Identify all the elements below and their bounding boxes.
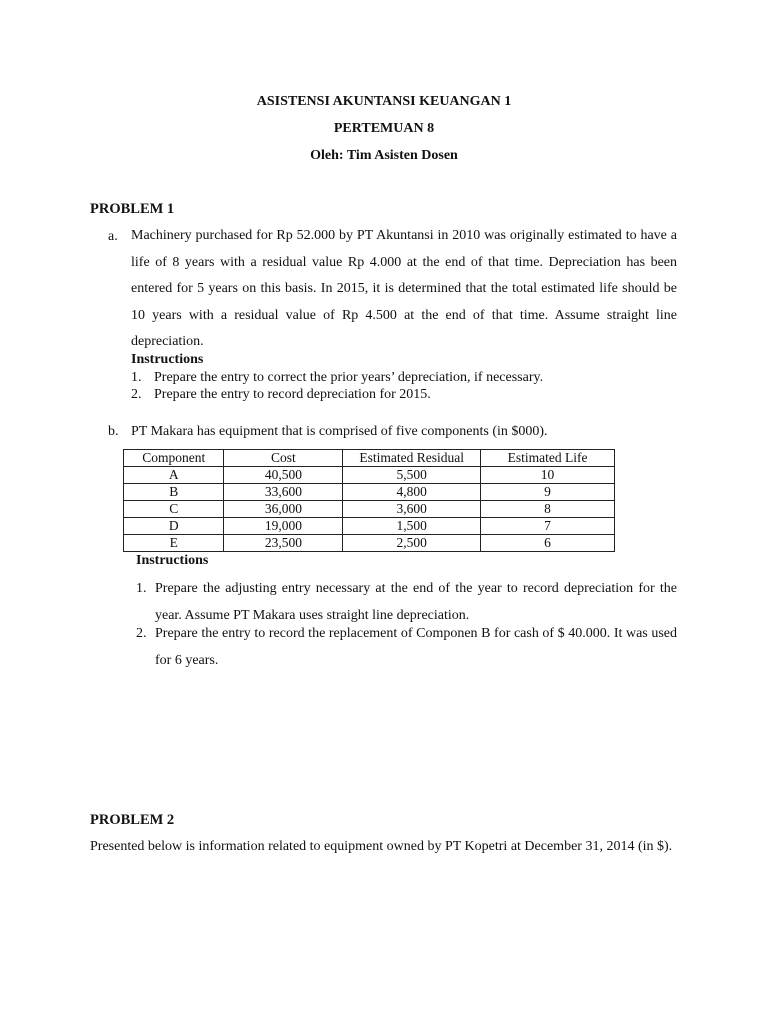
cell-component: E <box>124 535 224 552</box>
col-header-estimated-residual: Estimated Residual <box>343 450 481 467</box>
cell-component: D <box>124 518 224 535</box>
table-row <box>124 484 615 501</box>
meeting-label: PERTEMUAN 8 <box>333 121 435 136</box>
cell-life: 10 <box>481 467 615 484</box>
cell-cost: 36,000 <box>224 501 343 518</box>
author-line: Oleh: Tim Asisten Dosen <box>310 148 458 163</box>
problem-1-title: PROBLEM 1 <box>90 201 175 217</box>
item-a-text: Machinery purchased for Rp 52.000 by PT Akuntansi in 2010 was originally estimated to have a life of 8 years with a residual value Rp 4.000 at the end of that time. Depreciation has been entered for 5 years on this basis. In 2015, it is determined that the total estimated life should be 10 years with a residual value of Rp 4.500 at the end of that time. Assume straight line depreciation. <box>131 228 677 349</box>
cell-residual: 1,500 <box>343 518 481 535</box>
problem-2-text: Presented below is information related to equipment owned by PT Kopetri at December 31, 2014 (in $). <box>90 839 673 854</box>
item-a-instruction-2-number: 2. <box>131 387 142 402</box>
col-header-cost: Cost <box>224 450 343 467</box>
table-row <box>124 518 615 535</box>
item-a-instructions-title: Instructions <box>131 352 204 367</box>
cell-life: 8 <box>481 501 615 518</box>
item-a-instruction-2: Prepare the entry to record depreciation for 2015. <box>154 387 431 402</box>
item-b-instruction-1-number: 1. <box>136 581 147 596</box>
item-a-instruction-1-number: 1. <box>131 370 142 385</box>
components-table <box>123 449 615 552</box>
cell-cost: 23,500 <box>224 535 343 552</box>
document-title: ASISTENSI AKUNTANSI KEUANGAN 1 <box>256 94 512 109</box>
cell-component: C <box>124 501 224 518</box>
cell-component: A <box>124 467 224 484</box>
cell-residual: 2,500 <box>343 535 481 552</box>
problem-2-title: PROBLEM 2 <box>90 812 175 828</box>
item-b-instruction-1: Prepare the adjusting entry necessary at the end of the year to record depreciation for the year. Assume PT Makara uses straight line depreciation. <box>155 581 677 623</box>
item-a-instruction-1: Prepare the entry to correct the prior years’ depreciation, if necessary. <box>154 370 544 385</box>
item-b-instruction-2: Prepare the entry to record the replacement of Componen B for cash of $ 40.000. It was used for 6 years. <box>155 626 677 668</box>
col-header-estimated-life: Estimated Life <box>481 450 615 467</box>
cell-residual: 5,500 <box>343 467 481 484</box>
col-header-component: Component <box>124 450 224 467</box>
cell-life: 9 <box>481 484 615 501</box>
cell-residual: 3,600 <box>343 501 481 518</box>
table-row <box>124 501 615 518</box>
cell-cost: 33,600 <box>224 484 343 501</box>
item-b-text: PT Makara has equipment that is comprised of five components (in $000). <box>131 424 548 439</box>
item-b-letter: b. <box>108 424 119 439</box>
cell-component: B <box>124 484 224 501</box>
cell-residual: 4,800 <box>343 484 481 501</box>
table-row <box>124 535 615 552</box>
item-b-instruction-2-number: 2. <box>136 626 147 641</box>
table-row <box>124 467 615 484</box>
cell-life: 6 <box>481 535 615 552</box>
cell-cost: 19,000 <box>224 518 343 535</box>
item-a-letter: a. <box>108 229 118 244</box>
cell-life: 7 <box>481 518 615 535</box>
table-header-row <box>124 450 615 467</box>
cell-cost: 40,500 <box>224 467 343 484</box>
item-b-instructions-title: Instructions <box>136 553 209 568</box>
